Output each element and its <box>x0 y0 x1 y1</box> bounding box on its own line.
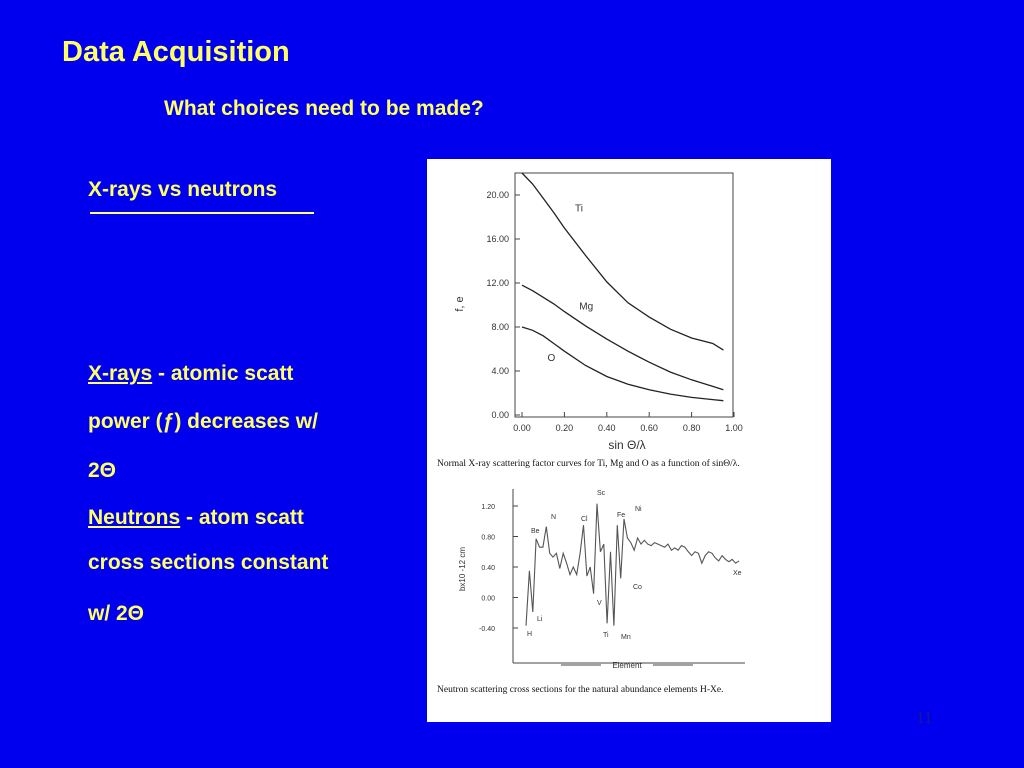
neutron-element-label-co: Co <box>633 584 642 591</box>
body-line-5: cross sections constant <box>88 551 329 574</box>
neutron-element-label-h: H <box>527 631 533 638</box>
body-line-6: w/ 2Θ <box>88 602 145 625</box>
xray-curve-mg <box>522 285 723 390</box>
neutron-ytick-label: 0.00 <box>481 595 495 603</box>
slide-subtitle: What choices need to be made? <box>164 97 484 120</box>
page-number: 11 <box>916 708 933 727</box>
neutron-element-label-xe: Xe <box>733 570 742 577</box>
neutron-ytick-label: 0.80 <box>481 534 495 542</box>
neutron-cross-section-line <box>526 504 739 626</box>
xray-series-label-ti: Ti <box>575 203 583 215</box>
body-line-2: power (ƒ) decreases w/ <box>88 410 318 433</box>
xray-xtick-label: 0.20 <box>555 423 574 433</box>
neutron-element-label-mn: Mn <box>621 634 631 641</box>
xrays-text: - atomic scatt <box>152 362 294 385</box>
xray-ytick-label: 0.00 <box>491 410 509 420</box>
neutron-element-label-sc: Sc <box>597 490 606 497</box>
xray-ytick-label: 16.00 <box>486 234 509 244</box>
xray-y-axis-label: f, e <box>454 296 466 312</box>
xray-xtick-label: 0.60 <box>640 423 658 433</box>
xray-curve-ti <box>522 173 723 350</box>
neutron-element-label-li: Li <box>537 616 543 623</box>
slide-title: Data Acquisition <box>62 36 290 68</box>
xray-caption: Normal X-ray scattering factor curves for Ti, Mg and O as a function of sinΘ/λ. <box>437 459 740 469</box>
xray-ytick-label: 4.00 <box>491 366 509 376</box>
xray-ytick-label: 20.00 <box>486 190 509 200</box>
xray-series-label-o: O <box>547 353 556 365</box>
neutron-element-label-ti: Ti <box>603 632 609 639</box>
xray-xtick-label: 0.00 <box>513 423 531 433</box>
xray-x-axis-label: sin Θ/λ <box>608 438 646 452</box>
neutron-ytick-label: 1.20 <box>481 504 495 511</box>
xray-xtick-label: 1.00 <box>725 423 743 433</box>
neutrons-label: Neutrons <box>88 506 181 529</box>
xray-series-label-mg: Mg <box>579 301 594 313</box>
neutron-element-label-ni: Ni <box>635 506 642 513</box>
neutron-ytick-label: 0.40 <box>481 565 495 572</box>
neutron-x-axis-label: Element <box>612 661 642 670</box>
neutron-y-axis-label: bx10 -12 cm <box>458 546 467 592</box>
section-heading: X-rays vs neutrons <box>88 178 278 201</box>
neutrons-text: - atom scatt <box>180 506 304 529</box>
scattering-figure <box>427 159 831 722</box>
neutron-element-label-fe: Fe <box>617 512 626 519</box>
neutron-element-label-be: Be <box>531 528 540 535</box>
neutron-element-label-cl: Cl <box>581 516 588 523</box>
xrays-label: X-rays <box>88 362 153 385</box>
body-line-1 <box>88 362 293 386</box>
figure-svg <box>427 159 831 722</box>
xray-ytick-label: 8.00 <box>491 322 509 332</box>
neutron-element-label-n: N <box>551 514 557 521</box>
xray-xtick-label: 0.40 <box>598 423 616 433</box>
xray-xtick-label: 0.80 <box>682 423 701 433</box>
xray-plot-frame <box>515 173 733 417</box>
body-line-3: 2Θ <box>88 459 117 482</box>
neutron-caption: Neutron scattering cross sections for the natural abundance elements H-Xe. <box>437 685 724 695</box>
neutron-ytick-label: -0.40 <box>479 626 495 633</box>
xray-ytick-label: 12.00 <box>486 278 509 288</box>
body-line-4 <box>88 506 304 530</box>
neutron-element-label-v: V <box>597 600 602 607</box>
heading-underline <box>90 212 314 214</box>
